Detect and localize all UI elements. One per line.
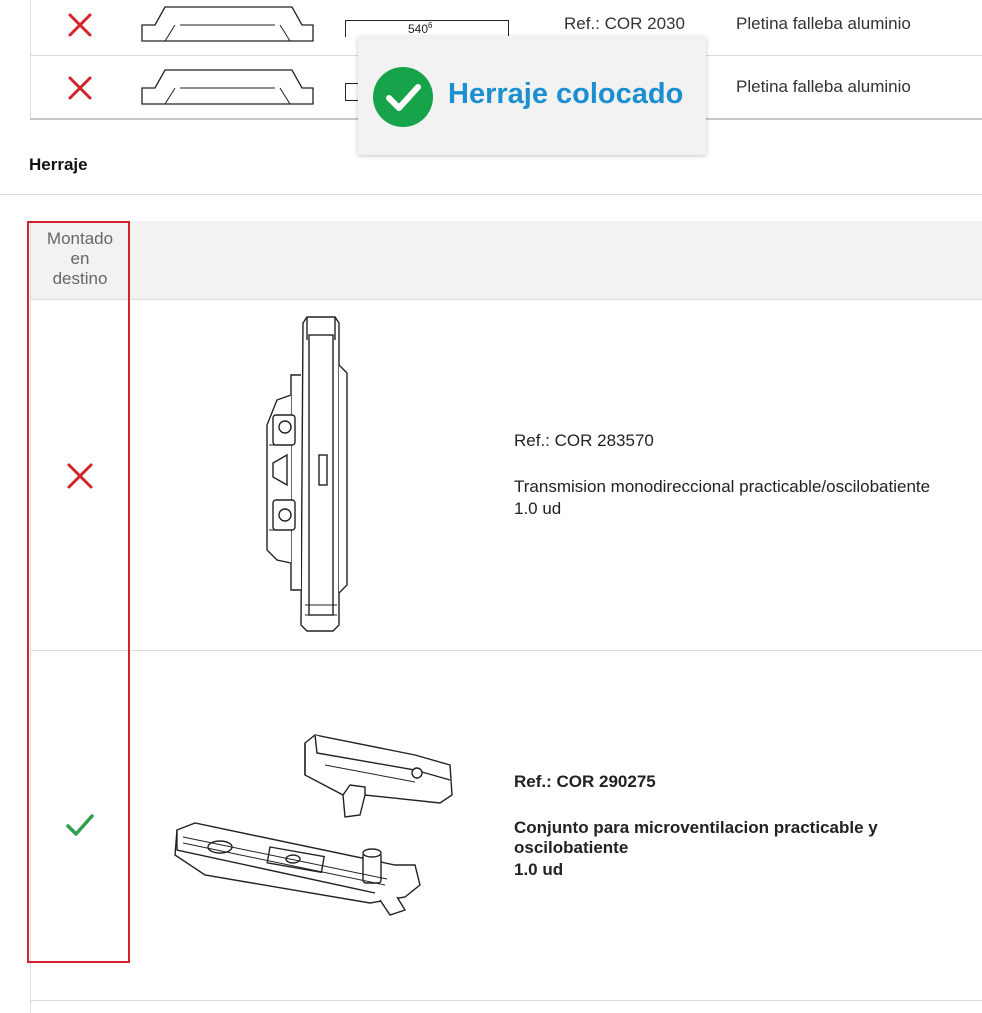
item-ref: Ref.: COR 283570 [514,431,654,450]
item-description: Transmision monodireccional practicable/oscilobatiente [514,477,931,496]
top-row-description: Pletina falleba aluminio [736,14,911,33]
item-description: Conjunto para microventilacion practicable y oscilobatiente [514,818,878,857]
toast-notification[interactable] [358,36,706,155]
profile-drawing [140,68,315,106]
table-header-divider [30,299,982,300]
not-mounted-cross-icon [67,75,93,101]
section-divider [0,194,982,195]
toast-message: Herraje colocado [448,78,684,110]
transmission-drawing [255,315,355,633]
profile-drawing [140,5,315,43]
not-mounted-cross-icon [67,12,93,38]
item-quantity: 1.0 ud [514,499,562,518]
table-header [30,221,982,299]
mounted-column-highlight [27,221,130,963]
top-row-ref: Ref.: COR 2030 [564,14,685,33]
check-circle-icon [373,67,433,127]
mounted-column-header: Montado en destino [46,229,114,288]
microventilation-drawing [165,725,460,920]
item-quantity: 1.0 ud [514,860,564,879]
table-row-divider [30,650,982,651]
table-bottom-border [30,1000,982,1001]
item-ref: Ref.: COR 290275 [514,772,656,791]
top-row-description: Pletina falleba aluminio [736,77,911,96]
dimension-label: $540^6$ [408,21,433,36]
top-table-left-border [30,0,31,119]
section-title: Herraje [29,155,88,174]
